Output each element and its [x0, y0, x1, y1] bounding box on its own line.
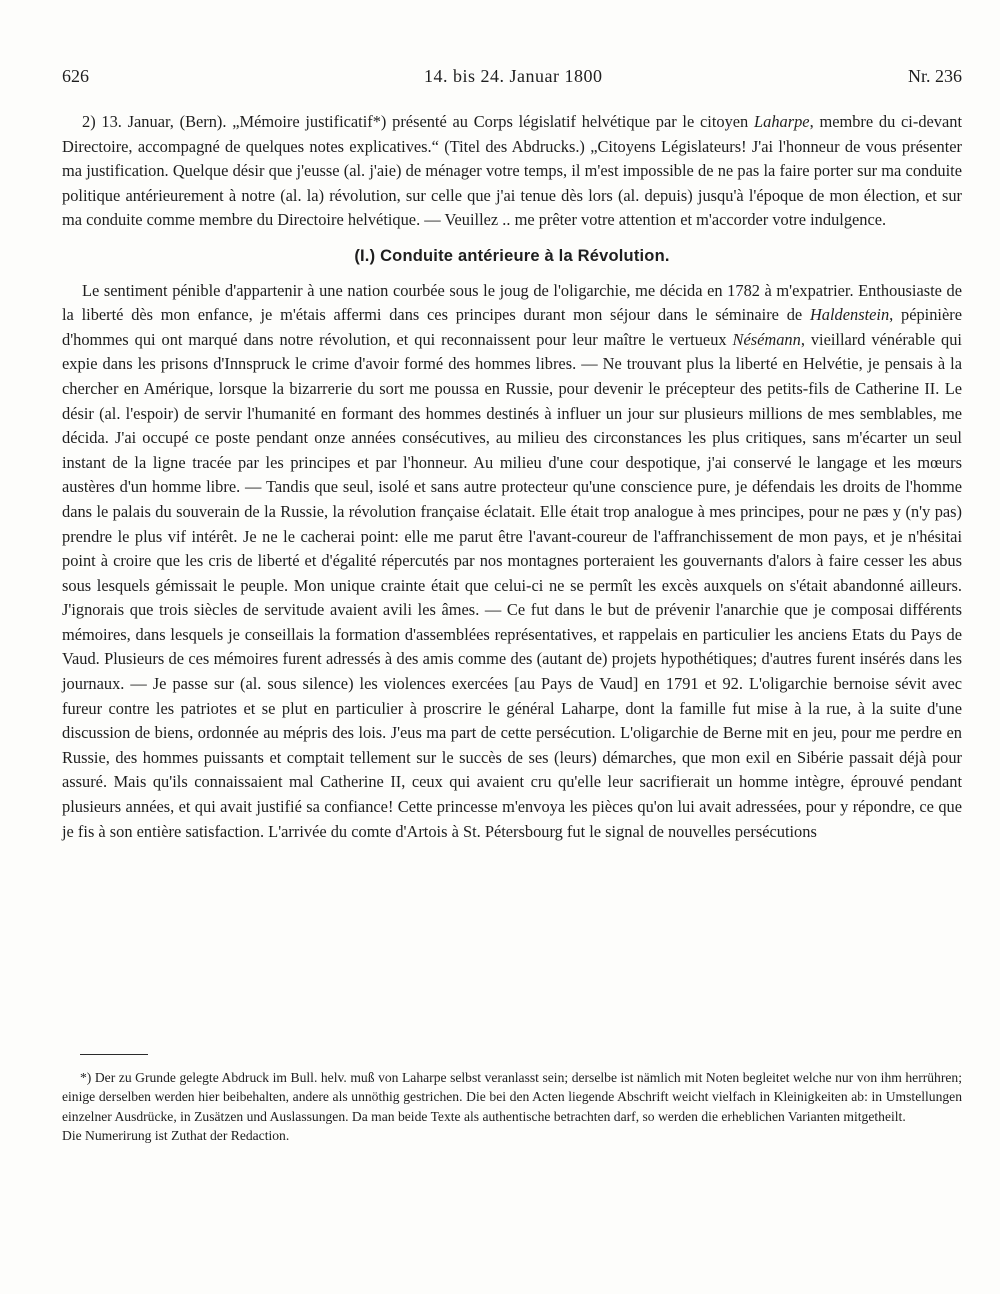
- place-name: Haldenstein: [809, 305, 890, 325]
- body-text-3: , vieillard vénérable qui expie dans les prisons d'Innspruck le crime d'avoir formé des hommes libres. — Ne trouvant plus la liberté en Helvétie, je pensais à la chercher en Amérique, lorsque la bizarrerie du sort me poussa en Russie, pour devenir le précepteur des petits-fils de Catherine II. Le désir (al. l'espoir) de servir l'humanité en formant des hommes destinés à influer un jour sur plusieurs millions de mes semblables, me décida. J'ai occupé ce poste pendant onze années consécutives, au milieu des circonstances les plus critiques, sans m'écarter un seul instant de la ligne tracée par les principes et par l'honneur. Au milieu d'une cour despotique, j'ai conservé le langage et les mœurs austères d'un homme libre. — Tandis que seul, isolé et sans autre protecteur qu'une conscience pure, je défendais les droits de l'homme dans le palais du souverain de la Russie, la révolution française éclatait. Elle était trop analogue à mes principes, pour ne pæs y (n'y pas) prendre le plus vif intérêt. Je ne le cacherai point: elle me parut être l'avant-coureur de l'affranchissement de mon pays, et je n'hésitai point à croire que les cris de liberté et d'égalité répercutés par nos montagnes porteraient les gouvernants d'alors à faire cesser les abus sous lesquels gémissait le peuple. Mon unique crainte était que celui-ci ne se permît les excès auxquels on s'était abandonné ailleurs. J'ignorais que trois siècles de servitude avaient avili les âmes. — Ce fut dans le but de prévenir l'anarchie que je composai différents mémoires, dans lesquels je conseillais la formation d'assemblées représentatives, et rappelais en particulier les anciens Etats du Pays de Vaud. Plusieurs de ces mémoires furent adressés à des amis comme des (autant de) projets hypothétiques; d'autres furent insérés dans les journaux. — Je passe sur (al. sous silence) les violences exercées [au Pays de Vaud] en 1791 et 92. L'oligarchie bernoise sévit avec fureur contre les patriotes et se plut en particulier à proscrire le général Laharpe, dont la famille fut mise à la rue, à la suite d'une discussion de biens, ordonnée au mépris des lois. J'eus ma part de cette persécution. L'oligarchie de Berne mit en jeu, pour me perdre en Russie, des hommes puissants et comptait tellement sur le succès de ses (leurs) démarches, que mon exil en Sibérie passait déjà pour assuré. Mais qu'ils connaissaient mal Catherine II, ceux qui avaient cru qu'elle leur sacrifierait un homme intègre, éprouvé pendant plusieurs années, et qui avait justifié sa confiance! Cette princesse m'envoya les pièces qu'on lui avait adressées, pour y répondre, ce que je fis à son entière satisfaction. L'arrivée du comte d'Artois à St. Pétersbourg fut le signal de nouvelles persécutions: [62, 329, 962, 841]
- entry-label: 2) 13. Januar, (Bern).: [82, 112, 227, 131]
- section-heading: (I.) Conduite antérieure à la Révolution.: [354, 246, 670, 265]
- person-name: Nésémann: [732, 329, 801, 349]
- author-name: Laharpe: [754, 112, 810, 131]
- date-range: 14. bis 24. Januar 1800: [424, 66, 603, 86]
- main-text: [62, 110, 962, 844]
- memoire-opening: , membre du ci-devant Directoire, accompagné de quelques notes explicatives.“ (Titel des Abdrucks.) „Citoyens Législateurs! J'ai l'honneur de vous présenter ma justification. Quelque désir que j'eusse (al. j'aie) de ménager votre temps, il m'est impossible de ne pas la faire porter sur ma conduite politique antérieurement à notre (al. la) révolution, sur celle que j'ai tenue dès lors (al. depuis) jusqu'à l'époque de mon élection, et sur ma conduite comme membre du Directoire helvétique. — Veuillez .. me prêter votre attention et m'accorder votre indulgence.: [62, 112, 963, 230]
- memoire-title: „Mémoire justificatif*) présenté au Corps législatif helvétique par le citoyen: [232, 112, 749, 131]
- running-header: [62, 66, 962, 92]
- document-number: Nr. 236: [908, 66, 962, 86]
- footnote-rule: [80, 1054, 148, 1055]
- body-text-1: Le sentiment pénible d'appartenir à une nation courbée sous le joug de l'oligarchie, me décida en 1782 à m'expatrier. Enthousiaste de la liberté dès mon enfance, je m'étais affermi dans ces principes durant mon séjour dans le séminaire de: [62, 280, 962, 325]
- page-number: 626: [62, 66, 89, 86]
- footnote: [62, 1068, 962, 1146]
- intro-paragraph: [62, 110, 962, 233]
- body-text-2: , pépinière d'hommes qui ont marqué dans notre révolution, et qui reconnaissent pour leur maître le vertueux: [62, 305, 962, 349]
- footnote-note: Die Numerirung ist Zuthat der Redaction.: [62, 1128, 290, 1144]
- body-paragraph: [62, 279, 962, 845]
- footnote-text: *) Der zu Grunde gelegte Abdruck im Bull. helv. muß von Laharpe selbst veranlasst sein; derselbe ist nämlich mit Noten begleitet welche nur von ihm herrühren; einige derselben werden hier beibehalten, andere als unnöthig gestrichen. Die bei den Acten liegende Abschrift weicht vielfach in Kleinigkeiten ab: in Umstellungen einzelner Ausdrücke, in Zusätzen und Auslassungen. Da man beide Texte als authentische betrachten darf, so werden die erheblichen Varianten mitgetheilt.: [62, 1070, 962, 1124]
